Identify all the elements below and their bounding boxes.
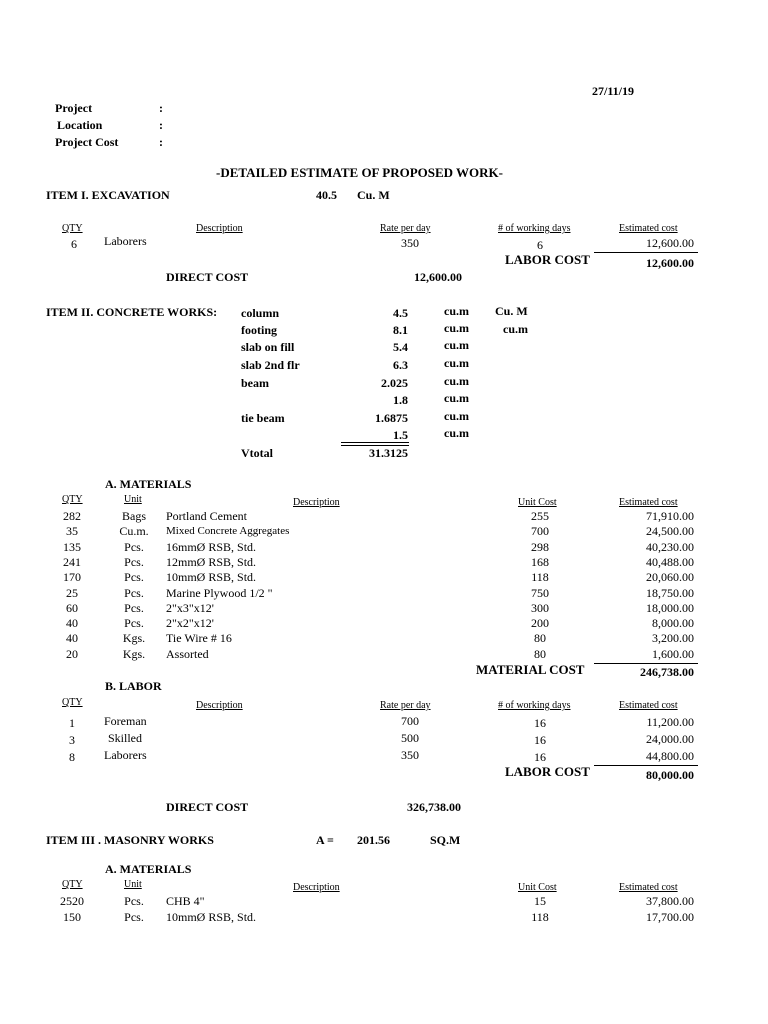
item2-direct-cost-label: DIRECT COST — [166, 800, 249, 814]
table-row-qty: 35 — [66, 524, 78, 539]
vtotal-label: Vtotal — [241, 446, 273, 460]
volume-value: 8.1 — [393, 323, 408, 337]
table-row-unit-cost: 700 — [531, 524, 549, 539]
table-row-unit: Pcs. — [124, 570, 144, 585]
item1-labor-desc: Laborers — [104, 234, 147, 248]
project-cost-label: Project Cost — [55, 135, 119, 149]
volume-unit: cu.m — [444, 304, 469, 318]
table-row-description: 16mmØ RSB, Std. — [166, 539, 257, 554]
table-row-description: 2"x2"x12' — [166, 616, 214, 631]
table-row-qty: 60 — [66, 600, 78, 615]
volume-value: 1.6875 — [375, 411, 408, 425]
project-label: Project — [55, 101, 93, 115]
item1-labor-days: 6 — [537, 238, 543, 252]
labor-row-cost: 44,800.00 — [646, 749, 694, 763]
labor-row-description: Foreman — [104, 714, 147, 728]
item2-direct-cost: 326,738.00 — [407, 800, 461, 814]
date: 27/11/19 — [592, 84, 635, 98]
table-row-qty: 2520 — [60, 894, 84, 908]
volume-unit: cu.m — [444, 356, 469, 370]
item3-col-description: Description — [293, 882, 340, 893]
table-row-estimated-cost: 71,910.00 — [646, 509, 694, 523]
volume-unit: cu.m — [444, 391, 469, 405]
item1-direct-cost: 12,600.00 — [414, 270, 462, 284]
item3-area-label: A = — [316, 833, 334, 847]
volume-unit: cu.m — [444, 321, 469, 335]
item2-labor-cost-label: LABOR COST — [505, 764, 590, 779]
table-row-qty: 282 — [63, 509, 81, 523]
table-row-unit: Pcs. — [124, 616, 144, 631]
volume-unit: cu.m — [444, 409, 469, 423]
table-row-unit-cost: 118 — [531, 909, 549, 924]
table-row-description: 10mmØ RSB, Std. — [166, 570, 257, 585]
item2-labor-col-cost: Estimated cost — [619, 700, 678, 711]
item2-col-estimated-cost: Estimated cost — [619, 497, 678, 508]
table-row-unit: Kgs. — [122, 631, 146, 646]
item3-title: ITEM III . MASONRY WORKS — [46, 833, 214, 847]
volume-name: footing — [241, 323, 277, 337]
table-row-unit: Cu.m. — [119, 524, 149, 539]
table-row-unit-cost: 300 — [531, 600, 549, 615]
item2-side-unit-1: Cu. M — [495, 304, 528, 318]
table-row-qty: 40 — [66, 631, 78, 646]
page-title: -DETAILED ESTIMATE OF PROPOSED WORK- — [216, 165, 503, 180]
volume-unit: cu.m — [444, 338, 469, 352]
labor-row-rate: 350 — [401, 748, 419, 762]
table-row-estimated-cost: 17,700.00 — [646, 909, 694, 924]
item3-col-unit: Unit — [124, 879, 142, 890]
table-row-qty: 40 — [66, 616, 78, 631]
table-row-description: Portland Cement — [166, 509, 247, 523]
item2-labor-col-days: # of working days — [498, 700, 571, 711]
volume-value: 5.4 — [393, 340, 408, 354]
volume-name: tie beam — [241, 411, 285, 425]
project-colon: : — [159, 101, 163, 115]
item2-side-unit-2: cu.m — [503, 322, 528, 336]
item3-col-unit-cost: Unit Cost — [518, 882, 557, 893]
table-row-unit-cost: 118 — [531, 570, 549, 585]
table-row-description: 10mmØ RSB, Std. — [166, 909, 257, 924]
volume-name: beam — [241, 376, 269, 390]
table-row-unit: Pcs. — [124, 600, 144, 615]
col-estimated-cost: Estimated cost — [619, 223, 678, 234]
table-row-unit: Pcs. — [124, 585, 144, 600]
labor-row-rate: 700 — [401, 714, 419, 728]
labor-row-days: 16 — [534, 733, 546, 747]
item3-area-unit: SQ.M — [430, 833, 461, 847]
table-row-unit-cost: 15 — [534, 894, 546, 908]
item3-col-qty: QTY — [62, 879, 83, 890]
item2-labor-col-rate: Rate per day — [380, 700, 431, 711]
volume-name: slab 2nd flr — [241, 358, 300, 372]
table-row-description: 2"x3"x12' — [166, 600, 214, 615]
labor-row-description: Laborers — [104, 748, 147, 762]
table-row-unit: Pcs. — [124, 909, 144, 924]
item2-col-unit: Unit — [124, 494, 142, 505]
col-qty: QTY — [62, 223, 83, 234]
item2-labor-cost-total: 80,000.00 — [646, 768, 694, 782]
table-row-estimated-cost: 3,200.00 — [652, 631, 694, 646]
item1-volume: 40.5 — [316, 188, 337, 202]
volume-value: 1.5 — [393, 428, 408, 442]
table-row-unit-cost: 255 — [531, 509, 549, 523]
volume-value: 1.8 — [393, 393, 408, 407]
item2-title: ITEM II. CONCRETE WORKS: — [46, 305, 218, 319]
table-row-qty: 135 — [63, 539, 81, 554]
table-row-unit-cost: 200 — [531, 616, 549, 631]
item1-direct-cost-label: DIRECT COST — [166, 270, 249, 284]
item1-labor-cost-label: LABOR COST — [505, 252, 590, 267]
labor-row-description: Skilled — [108, 731, 143, 745]
col-rate-per-day: Rate per day — [380, 223, 431, 234]
table-row-qty: 150 — [63, 909, 81, 924]
table-row-estimated-cost: 8,000.00 — [652, 616, 694, 631]
item2-col-description: Description — [293, 497, 340, 508]
table-row-unit-cost: 298 — [531, 539, 549, 554]
project-cost-colon: : — [159, 135, 163, 149]
table-row-qty: 25 — [66, 585, 78, 600]
item2-labor-label: B. LABOR — [105, 679, 162, 693]
col-description: Description — [196, 223, 243, 234]
table-row-estimated-cost: 1,600.00 — [652, 646, 694, 661]
location-label: Location — [57, 118, 103, 132]
table-row-estimated-cost: 18,000.00 — [646, 600, 694, 615]
table-row-qty: 20 — [66, 646, 78, 661]
item3-area: 201.56 — [357, 833, 390, 847]
item1-unit: Cu. M — [357, 188, 390, 202]
volume-name: slab on fill — [241, 340, 295, 354]
table-row-unit: Kgs. — [122, 646, 146, 661]
volume-value: 2.025 — [381, 376, 408, 390]
item2-labor-col-qty: QTY — [62, 697, 83, 708]
volume-name: column — [241, 306, 280, 320]
item1-labor-cost: 12,600.00 — [646, 236, 694, 250]
item3-col-estimated-cost: Estimated cost — [619, 882, 678, 893]
table-row-unit: Pcs. — [124, 539, 144, 554]
table-row-estimated-cost: 40,230.00 — [646, 539, 694, 554]
table-row-description: Tie Wire # 16 — [166, 631, 232, 646]
table-row-description: Mixed Concrete Aggregates — [166, 525, 290, 538]
item1-title: ITEM I. EXCAVATION — [46, 188, 170, 202]
table-row-unit-cost: 168 — [531, 554, 549, 569]
item1-labor-rate: 350 — [401, 236, 419, 250]
table-row-description: 12mmØ RSB, Std. — [166, 554, 257, 569]
location-colon: : — [159, 118, 163, 132]
item3-materials-label: A. MATERIALS — [105, 862, 192, 876]
table-row-qty: 241 — [63, 554, 81, 569]
item1-labor-qty: 6 — [71, 237, 77, 251]
table-row-unit: Bags — [122, 509, 146, 523]
table-row-estimated-cost: 18,750.00 — [646, 585, 694, 600]
item2-col-qty: QTY — [62, 494, 83, 505]
table-row-estimated-cost: 24,500.00 — [646, 524, 694, 539]
volume-value: 4.5 — [393, 306, 408, 320]
table-row-estimated-cost: 37,800.00 — [646, 894, 694, 908]
labor-row-qty: 3 — [69, 733, 75, 747]
table-row-estimated-cost: 40,488.00 — [646, 554, 694, 569]
table-row-estimated-cost: 20,060.00 — [646, 570, 694, 585]
item2-labor-col-description: Description — [196, 700, 243, 711]
labor-row-rate: 500 — [401, 731, 419, 745]
material-cost-total: 246,738.00 — [640, 665, 694, 679]
table-row-description: Assorted — [166, 646, 209, 661]
table-row-unit-cost: 750 — [531, 585, 549, 600]
labor-row-qty: 1 — [69, 716, 75, 730]
table-row-unit-cost: 80 — [534, 646, 546, 661]
labor-row-days: 16 — [534, 750, 546, 764]
item2-materials-label: A. MATERIALS — [105, 477, 192, 491]
item1-labor-cost-total: 12,600.00 — [646, 256, 694, 270]
table-row-qty: 170 — [63, 570, 81, 585]
volume-unit: cu.m — [444, 426, 469, 440]
labor-row-days: 16 — [534, 716, 546, 730]
labor-row-cost: 11,200.00 — [646, 715, 694, 729]
material-cost-label: MATERIAL COST — [476, 662, 585, 677]
volume-unit: cu.m — [444, 374, 469, 388]
table-row-unit: Pcs. — [124, 894, 144, 908]
labor-row-cost: 24,000.00 — [646, 732, 694, 746]
table-row-unit: Pcs. — [124, 554, 144, 569]
labor-row-qty: 8 — [69, 750, 75, 764]
col-working-days: # of working days — [498, 223, 571, 234]
table-row-description: CHB 4" — [166, 894, 205, 908]
item2-col-unit-cost: Unit Cost — [518, 497, 557, 508]
vtotal-value: 31.3125 — [369, 446, 408, 460]
volume-value: 6.3 — [393, 358, 408, 372]
table-row-description: Marine Plywood 1/2 " — [166, 585, 273, 600]
table-row-unit-cost: 80 — [534, 631, 546, 646]
